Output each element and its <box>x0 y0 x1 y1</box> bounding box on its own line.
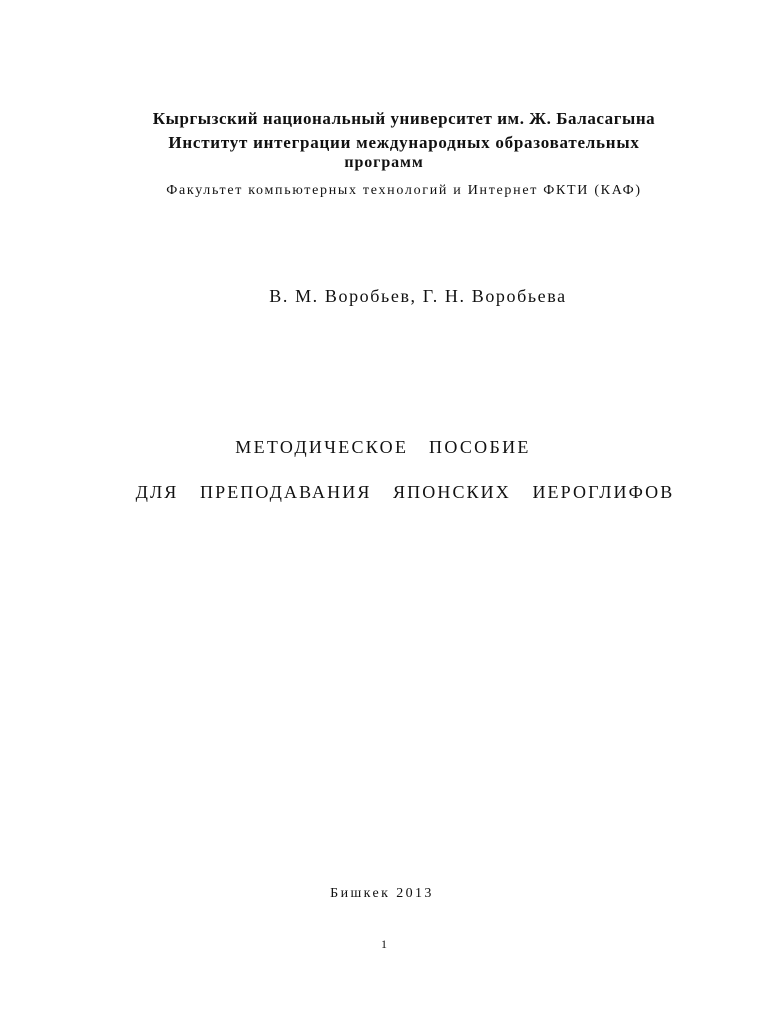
document-title-line1: МЕТОДИЧЕСКОЕ ПОСОБИЕ <box>235 437 531 457</box>
document-title-line2: ДЛЯ ПРЕПОДАВАНИЯ ЯПОНСКИХ ИЕРОГЛИФОВ <box>135 482 675 502</box>
institute-name-line2: программ <box>344 154 424 171</box>
university-name: Кыргызский национальный университет им. Ж. Баласагына <box>152 109 656 128</box>
authors: В. М. Воробьев, Г. Н. Воробьева <box>269 286 567 306</box>
institute-name-line1: Институт интеграции международных образовательных <box>168 133 640 152</box>
page-number: 1 <box>381 937 387 951</box>
faculty-name: Факультет компьютерных технологий и Интернет ФКТИ (КАФ) <box>166 183 642 198</box>
city-year: Бишкек 2013 <box>330 886 434 901</box>
